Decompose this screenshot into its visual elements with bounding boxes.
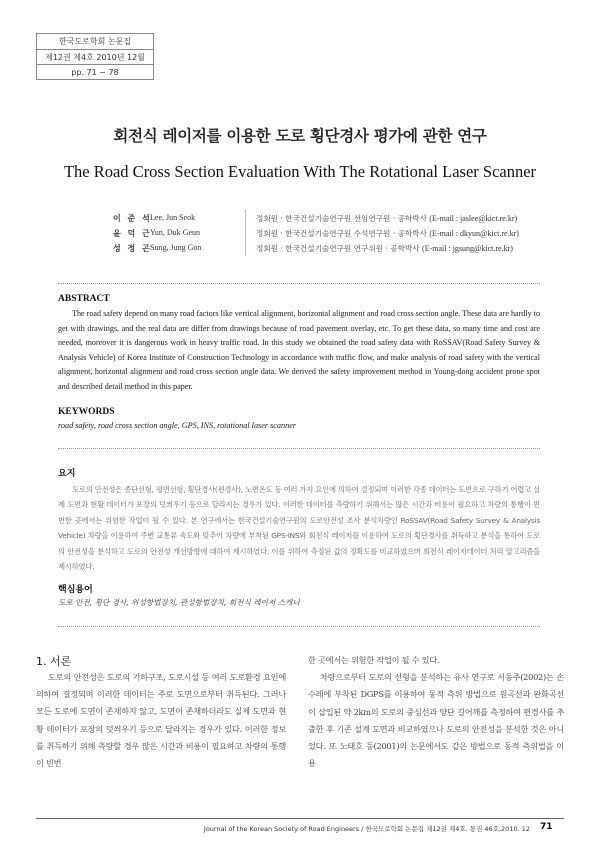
intro-left-column: 도로의 안전성은 도로의 기하구조, 도로시설 등 여러 도로환경 요인에 의하여 결정되며 이러한 데이터는 주로 도면으로부터 취득된다. 그러나 모든 도로에 도면이 존재하지 않고, 도면이 존재하더라도 실제 도면과 현황 데이터가 포장의 덧씌우기 등으로 달라지는 경우가 있다. 이러한 정보를 취득하기 위해 측량할 경우 많은 시간과 비용이 필요하고 차량의 통행이 빈번 (36, 672, 286, 769)
page-number: 71 (540, 822, 553, 832)
section-divider (58, 448, 540, 449)
author-email: (E-mail : jgsung@kict.re.kr) (422, 244, 513, 253)
yoji-heading: 요지 (58, 469, 76, 479)
author-name-ko: 성 정 곤 (113, 244, 152, 253)
journal-info-box (36, 33, 154, 80)
footer-citation: Journal of the Korean Society of Road Engineers / 한국도로학회 논문집 제12권 제4호. 통권 46호,2010. 12 (203, 825, 530, 833)
journal-name: 한국도로학회 논문집 (58, 37, 132, 46)
title-korean: 회전식 레이저를 이용한 도로 횡단경사 평가에 관한 연구 (113, 127, 487, 145)
author-affiliation: 정회원 · 한국건설기술연구원 연구위원 · 공학박사 (E-mail : jgsung@kict.re.kr) (256, 244, 513, 253)
title-english: The Road Cross Section Evaluation With The Rotational Laser Scanner (63, 162, 537, 181)
author-affiliation: 정회원 · 한국건설기술연구원 선임연구원 · 공학박사 (E-mail : jaslee@kict.re.kr) (256, 214, 518, 223)
intro-right-paragraph: 차량으로부터 도로의 선형을 분석하는 유사 연구로 서동주(2002)는 손수레에 부착된 DGPS를 이용하여 동적 측위 방법으로 원곡선과 완화곡선이 삽입된 약 2km의 도로의 중심선과 양단 길어깨를 측정하여 편경사를 추출한 후 기존 설계 도면과 비교하였으나 도로의 안전성을 분석한 것은 아니었다. 또 노태호 등(2001)의 논문에서도 같은 방법으로 동적 측위법을 이용 (308, 672, 564, 769)
footer-rule (36, 818, 564, 819)
intro-heading: 1. 서론 (36, 655, 72, 668)
author-name-ko: 이 준 석 (113, 214, 152, 223)
keywords-text: road safety, road cross section angle, GPS, INS, rotational laser scanner (58, 421, 297, 430)
section-divider (58, 283, 540, 284)
author-row (0, 228, 600, 242)
keywords-heading: KEYWORDS (58, 407, 115, 417)
author-name-en: Lee, Jun Seok (150, 213, 196, 222)
journal-volume: 제12권 제4호 2010년 12월 (37, 49, 153, 64)
intro-right-column (308, 652, 564, 772)
author-name-en: Yun, Duk Geun (150, 228, 200, 237)
author-name-en: Sung, Jung Gon (150, 243, 202, 252)
abstract-text: The road safety depend on many road factors like vertical alignment, horizontal alignment and road cross section angle. These data are hardly to get with drawings, and the real data are differ from drawings because of road pavement overlay, etc. To get these data, so many time and cost are needed, moreover it is dangerous work in heavy traffic road. In this study we obtained the road safety data with RoSSAV(Road Safety Survey & Analysis Vehicle) of Korea Institute of Construction Technology in accordance with traffic flow, and make analysis of road safety with the vertical alignment, horizontal alignment and road cross section angle data. We derived the safety improvement method in Young-dong accident prone spot and described detail method in this paper. (58, 309, 540, 391)
intro-right-paragraph: 한 곳에서는 위험한 작업이 될 수 있다. (308, 655, 440, 665)
author-divider (245, 210, 246, 256)
author-email: (E-mail : dkyun@kict.re.kr) (429, 229, 519, 238)
journal-pages: pp. 71 ~ 78 (37, 64, 153, 79)
section-divider (58, 626, 540, 627)
author-email: (E-mail : jaslee@kict.re.kr) (429, 214, 518, 223)
keywords-ko-text: 도로 안전, 횡단 경사, 위성항법장치, 관성항법장치, 회전식 레이저 스캐너 (58, 598, 300, 607)
keywords-ko-heading: 핵심용어 (58, 585, 93, 595)
author-affiliation: 정회원 · 한국건설기술연구원 수석연구원 · 공학박사 (E-mail : dkyun@kict.re.kr) (256, 229, 519, 238)
abstract-heading: ABSTRACT (58, 294, 110, 304)
author-row (0, 213, 600, 227)
author-name-ko: 윤 덕 근 (113, 229, 152, 238)
yoji-text: 도로의 안전성은 종단선형, 평면선형, 횡단경사(편경사), 노면온도 등 여러 가지 요인에 의하여 결정되며 이러한 각종 데이터는 도면으로 구하기 어렵고 실제 도면과 현황 데이터가 포장의 덧씌우기 등으로 달라지는 경우가 있다. 이러한 데이터를 측량하기 위해서는 많은 시간과 비용이 필요하고 차량의 통행이 빈번한 곳에서는 위험한 작업이 될 수 있다. 본 연구에서는 한국건설기술연구원의 도로안전성 조사 분석차량인 RoSSAV(Road Safety Survey & Analysis Vehicle) 차량을 이용하여 주변 교통류 속도와 맞추어 차량에 부착된 GPS-INS와 회전식 레이저를 이용하여 도로의 횡단경사를 취득하고 분석을 통하여 도로의 안전성을 분석하고 도로의 안전성 개선방향에 대하여 제시하였다. 이를 위하여 측정된 값의 정확도를 비교하였으며 회전식 레이저데이터 처리 알고리즘을 제시하였다. (58, 485, 540, 572)
author-row (0, 243, 600, 257)
